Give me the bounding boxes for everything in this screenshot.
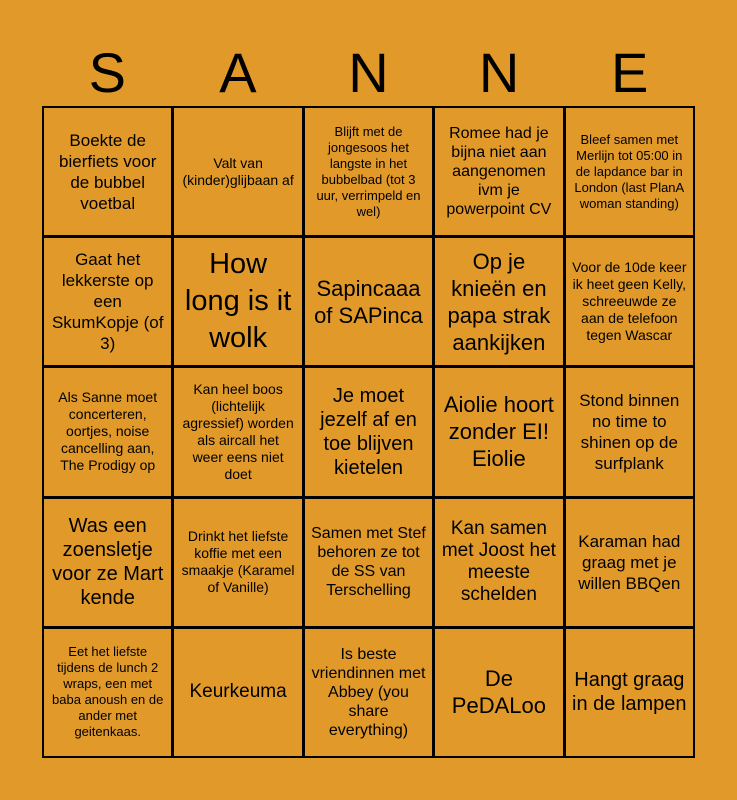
bingo-cell[interactable]: Boekte de bierfiets voor de bubbel voetbal [44, 108, 171, 235]
bingo-cell[interactable]: Je moet jezelf af en toe blijven kietelen [305, 368, 432, 495]
bingo-cell[interactable]: Kan samen met Joost het meeste schelden [435, 499, 562, 626]
bingo-cell[interactable]: Bleef samen met Merlijn tot 05:00 in de lapdance bar in London (last PlanA woman standing) [566, 108, 693, 235]
bingo-cell[interactable]: Op je knieën en papa strak aankijken [435, 238, 562, 365]
bingo-cell[interactable]: Blijft met de jongesoos het langste in het bubbelbad (tot 3 uur, verrimpeld en wel) [305, 108, 432, 235]
title-letter-n: N [478, 41, 520, 104]
bingo-cell[interactable]: Kan heel boos (lichtelijk agressief) worden als aircall het weer eens niet doet [174, 368, 301, 495]
bingo-cell[interactable]: Was een zoensletje voor ze Mart kende [44, 499, 171, 626]
title-letter-s: S [88, 41, 126, 104]
bingo-cell[interactable]: Is beste vriendinnen met Abbey (you share everything) [305, 629, 432, 756]
bingo-cell[interactable]: Sapincaaa of SAPinca [305, 238, 432, 365]
bingo-cell[interactable]: Gaat het lekkerste op een SkumKopje (of 3) [44, 238, 171, 365]
bingo-cell[interactable]: Samen met Stef behoren ze tot de SS van Terschelling [305, 499, 432, 626]
bingo-cell[interactable]: Eet het liefste tijdens de lunch 2 wraps, een met baba anoush en de ander met geitenkaas. [44, 629, 171, 756]
bingo-cell[interactable]: Drinkt het liefste koffie met een smaakje (Karamel of Vanille) [174, 499, 301, 626]
bingo-grid [42, 106, 695, 758]
bingo-cell[interactable]: Valt van (kinder)glijbaan af [174, 108, 301, 235]
bingo-cell[interactable]: Voor de 10de keer ik heet geen Kelly, schreeuwde ze aan de telefoon tegen Wascar [566, 238, 693, 365]
bingo-cell[interactable]: Romee had je bijna niet aan aangenomen ivm je powerpoint CV [435, 108, 562, 235]
bingo-cell[interactable]: Aiolie hoort zonder EI! Eiolie [435, 368, 562, 495]
bingo-title [42, 40, 695, 106]
title-letter-n: N [348, 41, 389, 104]
title-letter-e: E [610, 41, 649, 104]
bingo-cell[interactable]: How long is it wolk [174, 238, 301, 365]
bingo-cell[interactable]: Stond binnen no time to shinen op de surfplank [566, 368, 693, 495]
bingo-cell[interactable]: Keurkeuma [174, 629, 301, 756]
bingo-cell[interactable]: Karaman had graag met je willen BBQen [566, 499, 693, 626]
bingo-cell[interactable]: Als Sanne moet concerteren, oortjes, noise cancelling aan, The Prodigy op [44, 368, 171, 495]
bingo-cell[interactable]: De PeDALoo [435, 629, 562, 756]
bingo-cell[interactable]: Hangt graag in de lampen [566, 629, 693, 756]
title-letter-a: A [219, 41, 257, 104]
